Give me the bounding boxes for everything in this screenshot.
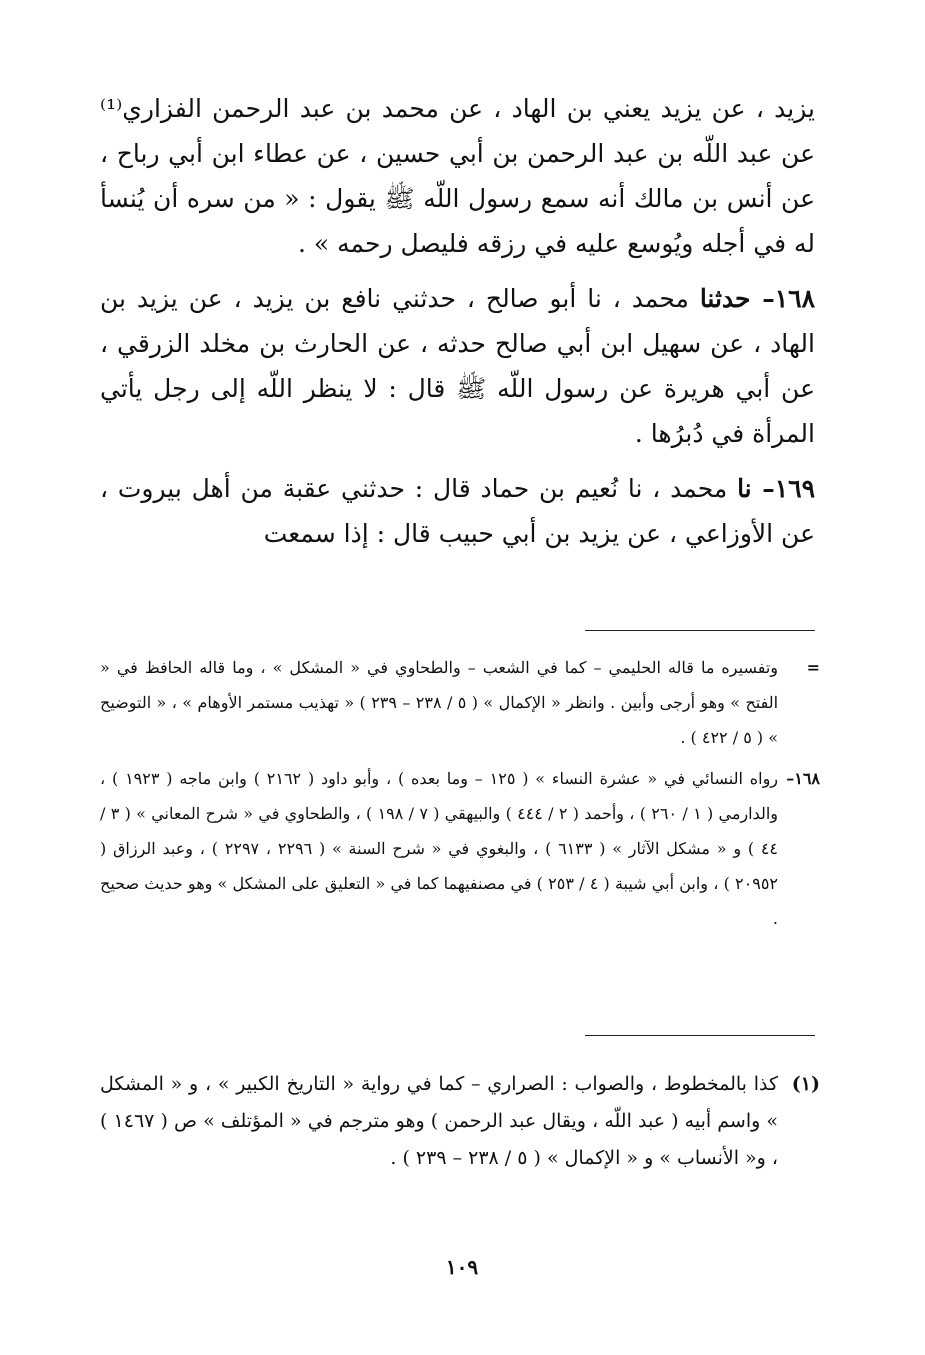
paragraph-text: محمد ، نا نُعيم بن حماد قال : حدثني عقبة من أهل بيروت ، عن الأوزاعي ، عن يزيد بن أبي حبيب قال : إذا سمعت — [100, 474, 815, 548]
paragraph-continuation — [100, 86, 815, 266]
paragraph-text: محمد ، نا أبو صالح ، حدثني نافع بن يزيد ، عن يزيد بن الهاد ، عن سهيل ابن أبي صالح حدثه ، عن الحارث بن مخلد الزرقي ، عن أبي هريرة عن رسول اللّه ﷺ قال : لا ينظر اللّه إلى رجل يأتي المرأة في دُبرُها . — [100, 284, 815, 448]
hadith-169 — [100, 466, 815, 556]
paragraph-text: يزيد ، عن يزيد يعني بن الهاد ، عن محمد بن عبد الرحمن الفزاري⁽¹⁾ عن عبد اللّه بن عبد الرحمن بن أبي حسين ، عن عطاء ابن أبي رباح ، عن أنس بن مالك أنه سمع رسول اللّه ﷺ يقول : « من سره أن يُنسأ له في أجله ويُوسع عليه في رزقه فليصل رحمه » . — [100, 94, 815, 258]
note-continuation — [100, 650, 820, 755]
note-marker: = — [806, 658, 820, 677]
commentary-notes — [100, 650, 820, 942]
page-number: ١٠٩ — [445, 1255, 479, 1279]
footnote-1 — [100, 1066, 820, 1177]
notes-divider — [585, 630, 815, 631]
note-text: وتفسيره ما قاله الحليمي – كما في الشعب – والطحاوي في « المشكل » ، وما قاله الحافظ في « الفتح » وهو أرجى وأبين . وانظر « الإكمال » ( ٥ / ٢٣٨ – ٢٣٩ ) « تهذيب مستمر الأوهام » ، « التوضيح » ( ٥ / ٤٢٢ ) . — [100, 658, 779, 747]
main-text — [100, 86, 815, 566]
footnote-text: كذا بالمخطوط ، والصواب : الصراري – كما في رواية « التاريخ الكبير » ، و « المشكل » واسم أبيه ( عبد اللّه ، ويقال عبد الرحمن ) وهو مترجم في « المؤتلف » ص ( ١٤٦٧ ) ، و« الأنساب » و « الإكمال » ( ٥ / ٢٣٨ – ٢٣٩ ) . — [100, 1073, 779, 1169]
hadith-number-lead: ١٦٩– نا — [737, 474, 816, 503]
note-marker: ١٦٨– — [786, 769, 820, 788]
note-168 — [100, 761, 820, 936]
hadith-168 — [100, 276, 815, 456]
footnote-divider — [585, 1035, 815, 1036]
footnote-marker: (١) — [791, 1073, 820, 1095]
hadith-number-lead: ١٦٨– حدثنا — [699, 284, 816, 313]
footnote — [100, 1066, 820, 1183]
note-text: رواه النسائي في « عشرة النساء » ( ١٢٥ – وما بعده ) ، وأبو داود ( ٢١٦٢ ) وابن ماجه ( ١٩٢٣ ) ، والدارمي ( ١ / ٢٦٠ ) ، وأحمد ( ٢ / ٤٤٤ ) والبيهقي ( ٧ / ١٩٨ ) ، والطحاوي في « شرح المعاني » ( ٣ / ٤٤ ) و « مشكل الآثار » ( ٦١٣٣ ) ، والبغوي في « شرح السنة » ( ٢٢٩٦ ، ٢٢٩٧ ) ، وعبد الرزاق ( ٢٠٩٥٢ ) ، وابن أبي شيبة ( ٤ / ٢٥٣ ) في مصنفيهما كما في « التعليق على المشكل » وهو حديث صحيح . — [100, 769, 779, 928]
